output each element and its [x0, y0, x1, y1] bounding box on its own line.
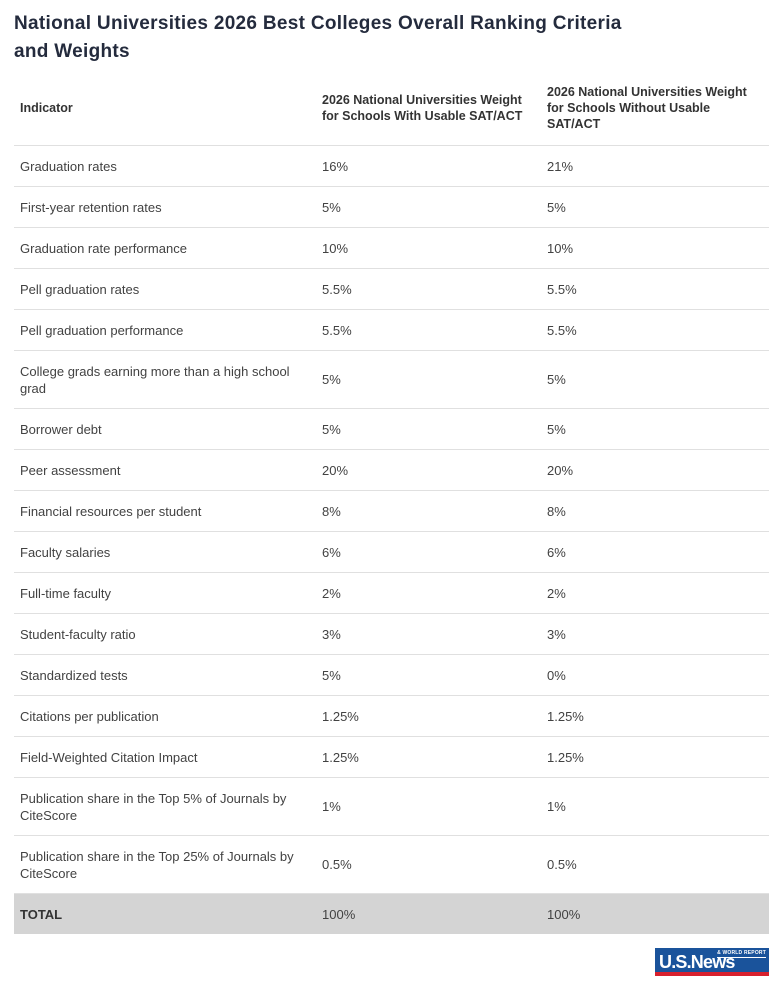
- indicator-cell: First-year retention rates: [20, 199, 162, 215]
- footer: [14, 948, 769, 976]
- header-weight-with-sat: 2026 National Universities Weight for Schools With Usable SAT/ACT: [322, 92, 523, 123]
- weight-with-sat-cell: 5%: [322, 199, 341, 215]
- table-row-total: [14, 894, 769, 934]
- header-weight-without-sat: 2026 National Universities Weight for Schools Without Usable SAT/ACT: [547, 84, 747, 131]
- indicator-cell: Borrower debt: [20, 421, 102, 437]
- weight-with-sat-cell: 10%: [322, 240, 349, 256]
- weight-with-sat-cell: 1.25%: [322, 749, 359, 765]
- table-row: [14, 409, 769, 450]
- weight-without-sat-cell: 6%: [547, 544, 566, 560]
- weight-with-sat-cell: 1%: [322, 799, 341, 814]
- weight-without-sat-cell: 5.5%: [547, 281, 577, 297]
- table-row: [14, 778, 769, 836]
- table-row: [14, 836, 769, 894]
- table-row: [14, 228, 769, 269]
- weight-with-sat-cell: 0.5%: [322, 857, 352, 872]
- table-row: [14, 614, 769, 655]
- table-row: [14, 187, 769, 228]
- weight-without-sat-cell: 2%: [547, 585, 566, 601]
- weight-without-sat-cell: 3%: [547, 626, 566, 642]
- indicator-cell: Financial resources per student: [20, 503, 202, 519]
- table-header-row: [14, 70, 769, 146]
- usnews-logo-tagline: & WORLD REPORT: [717, 950, 766, 956]
- table-row: [14, 655, 769, 696]
- table-row: [14, 269, 769, 310]
- weight-without-sat-cell: 8%: [547, 503, 566, 519]
- table-body: [14, 146, 769, 934]
- indicator-cell: Citations per publication: [20, 708, 159, 724]
- weight-without-sat-cell: 0.5%: [547, 857, 577, 872]
- usnews-logo-red-bar: [655, 972, 769, 976]
- indicator-cell: Graduation rate performance: [20, 240, 187, 256]
- indicator-cell: College grads earning more than a high school grad: [20, 363, 290, 396]
- table-row: [14, 351, 769, 409]
- weight-with-sat-cell: 5.5%: [322, 322, 352, 338]
- indicator-cell: Pell graduation performance: [20, 322, 184, 338]
- indicator-cell: Full-time faculty: [20, 585, 112, 601]
- page-title-line-1: National Universities 2026 Best Colleges Overall Ranking Criteria: [14, 13, 622, 34]
- header-indicator: Indicator: [20, 100, 73, 115]
- table-row: [14, 450, 769, 491]
- weight-without-sat-cell: 5%: [547, 421, 566, 437]
- page-title-line-2: and Weights: [14, 41, 130, 62]
- weight-without-sat-cell: 1.25%: [547, 749, 584, 765]
- weight-without-sat-cell: 20%: [547, 462, 574, 478]
- weight-with-sat-cell: 100%: [322, 906, 356, 922]
- ranking-weights-table: [14, 70, 769, 934]
- weight-with-sat-cell: 20%: [322, 462, 349, 478]
- weight-with-sat-cell: 6%: [322, 544, 341, 560]
- usnews-logo-wordmark: U.S.News: [659, 952, 735, 972]
- weight-with-sat-cell: 5%: [322, 372, 341, 387]
- indicator-cell: Student-faculty ratio: [20, 626, 136, 642]
- usnews-logo-blue-box: [655, 948, 769, 972]
- indicator-cell: Publication share in the Top 25% of Journals by CiteScore: [20, 848, 294, 881]
- weight-with-sat-cell: 1.25%: [322, 708, 359, 724]
- indicator-cell: Standardized tests: [20, 667, 128, 683]
- table-row: [14, 532, 769, 573]
- weight-without-sat-cell: 1.25%: [547, 708, 584, 724]
- weight-without-sat-cell: 5%: [547, 199, 566, 215]
- weight-with-sat-cell: 5%: [322, 421, 341, 437]
- weight-with-sat-cell: 5.5%: [322, 281, 352, 297]
- page-title: [14, 10, 769, 66]
- weight-without-sat-cell: 21%: [547, 158, 574, 174]
- indicator-cell: Faculty salaries: [20, 544, 111, 560]
- weight-with-sat-cell: 8%: [322, 503, 341, 519]
- weight-without-sat-cell: 100%: [547, 906, 581, 922]
- weight-with-sat-cell: 16%: [322, 158, 349, 174]
- indicator-cell: Graduation rates: [20, 158, 117, 174]
- weight-without-sat-cell: 1%: [547, 799, 566, 814]
- weight-without-sat-cell: 5.5%: [547, 322, 577, 338]
- weight-with-sat-cell: 2%: [322, 585, 341, 601]
- indicator-cell: Pell graduation rates: [20, 281, 140, 297]
- table-row: [14, 696, 769, 737]
- indicator-cell: TOTAL: [20, 906, 63, 922]
- weight-with-sat-cell: 5%: [322, 667, 341, 683]
- weight-without-sat-cell: 0%: [547, 667, 566, 683]
- table-row: [14, 491, 769, 532]
- indicator-cell: Field-Weighted Citation Impact: [20, 749, 198, 765]
- weight-without-sat-cell: 10%: [547, 240, 574, 256]
- table-row: [14, 310, 769, 351]
- table-row: [14, 146, 769, 187]
- weight-without-sat-cell: 5%: [547, 372, 566, 387]
- indicator-cell: Publication share in the Top 5% of Journals by CiteScore: [20, 790, 287, 823]
- table-row: [14, 573, 769, 614]
- weight-with-sat-cell: 3%: [322, 626, 341, 642]
- table-row: [14, 737, 769, 778]
- indicator-cell: Peer assessment: [20, 462, 121, 478]
- usnews-logo[interactable]: [655, 948, 769, 976]
